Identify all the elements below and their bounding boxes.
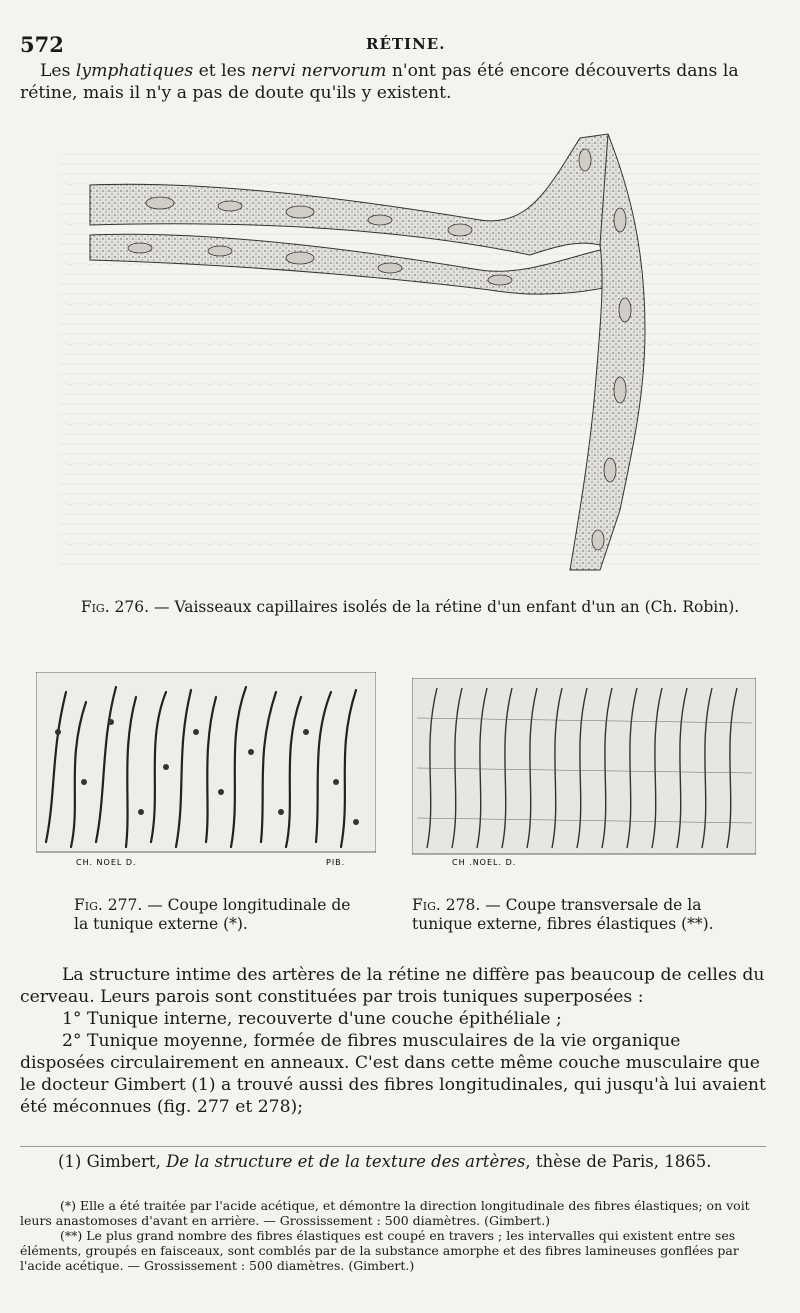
page-number: 572 xyxy=(20,32,64,57)
page-header xyxy=(20,32,760,60)
body-paragraph-3: 2° Tunique moyenne, formée de fibres musculaires de la vie organique disposées circulairement en anneaux. C'est dans cette même couche musculaire que le docteur Gimbert (1) a trouvé aussi des fibres longitudinales, qui jusqu'à lui avaient été méconnues (fig. 277 et 278); xyxy=(20,1031,766,1117)
figure-276-caption xyxy=(60,598,760,617)
figure-277-illustration xyxy=(36,672,376,868)
main-text xyxy=(20,964,766,1118)
figure-278-caption xyxy=(412,896,757,934)
body-paragraph-1: La structure intime des artères de la rétine ne diffère pas beaucoup de celles du cerveau. Leurs parois sont constituées par trois tuniques superposées : xyxy=(20,965,765,1007)
footnote-1-title: De la structure et de la texture des artères xyxy=(166,1152,526,1171)
figure-277-caption-text: — Coupe longitudinale de la tunique externe (*). xyxy=(74,896,351,933)
figure-276-caption-text: — Vaisseaux capillaires isolés de la rétine d'un enfant d'un an (Ch. Robin). xyxy=(154,598,740,616)
figure-278-engraver: CH .NOEL. D. xyxy=(452,858,517,867)
figure-277-label: Fig. 277. xyxy=(74,896,143,914)
figure-278-label: Fig. 278. xyxy=(412,896,481,914)
intro-paragraph: Les lymphatiques et les nervi nervorum n'ont pas été encore découverts dans la rétine, mais il n'y a pas de doute qu'ils y existent. xyxy=(20,61,739,103)
figure-277-engraver: CH. NOEL D. xyxy=(76,858,137,867)
figure-278-caption-text: — Coupe transversale de la tunique externe, fibres élastiques (**). xyxy=(412,896,714,933)
figure-276-illustration xyxy=(60,130,760,580)
footnote-divider xyxy=(20,1146,766,1147)
footnote-star: (*) Elle a été traitée par l'acide acétique, et démontre la direction longitudinale des fibres élastiques; on voit leurs anastomoses d'avant en arrière. — Grossissement : 500 diamètres. (Gimbert.) xyxy=(20,1198,750,1228)
figure-277-engraver-2: PIB. xyxy=(326,858,346,867)
term-nervi-nervorum: nervi nervorum xyxy=(251,61,387,81)
footnote-1: (1) Gimbert, De la structure et de la texture des artères, thèse de Paris, 1865. xyxy=(58,1152,712,1171)
figure-277-caption xyxy=(74,896,364,934)
body-paragraph-2: 1° Tunique interne, recouverte d'une couche épithéliale ; xyxy=(62,1009,562,1029)
footnote-double-star: (**) Le plus grand nombre des fibres élastiques est coupé en travers ; les intervalles qui existent entre ses éléments, groupés en faisceaux, sont comblés par de la substance amorphe et des fibres lamineuses gonflées par l'acide acétique. — Grossissement : 500 diamètres. (Gimbert.) xyxy=(20,1228,739,1273)
running-title: RÉTINE. xyxy=(366,35,446,53)
figure-276-label: Fig. 276. xyxy=(80,598,150,616)
figure-278-illustration xyxy=(412,678,756,868)
term-lymphatiques: lymphatiques xyxy=(75,61,194,81)
